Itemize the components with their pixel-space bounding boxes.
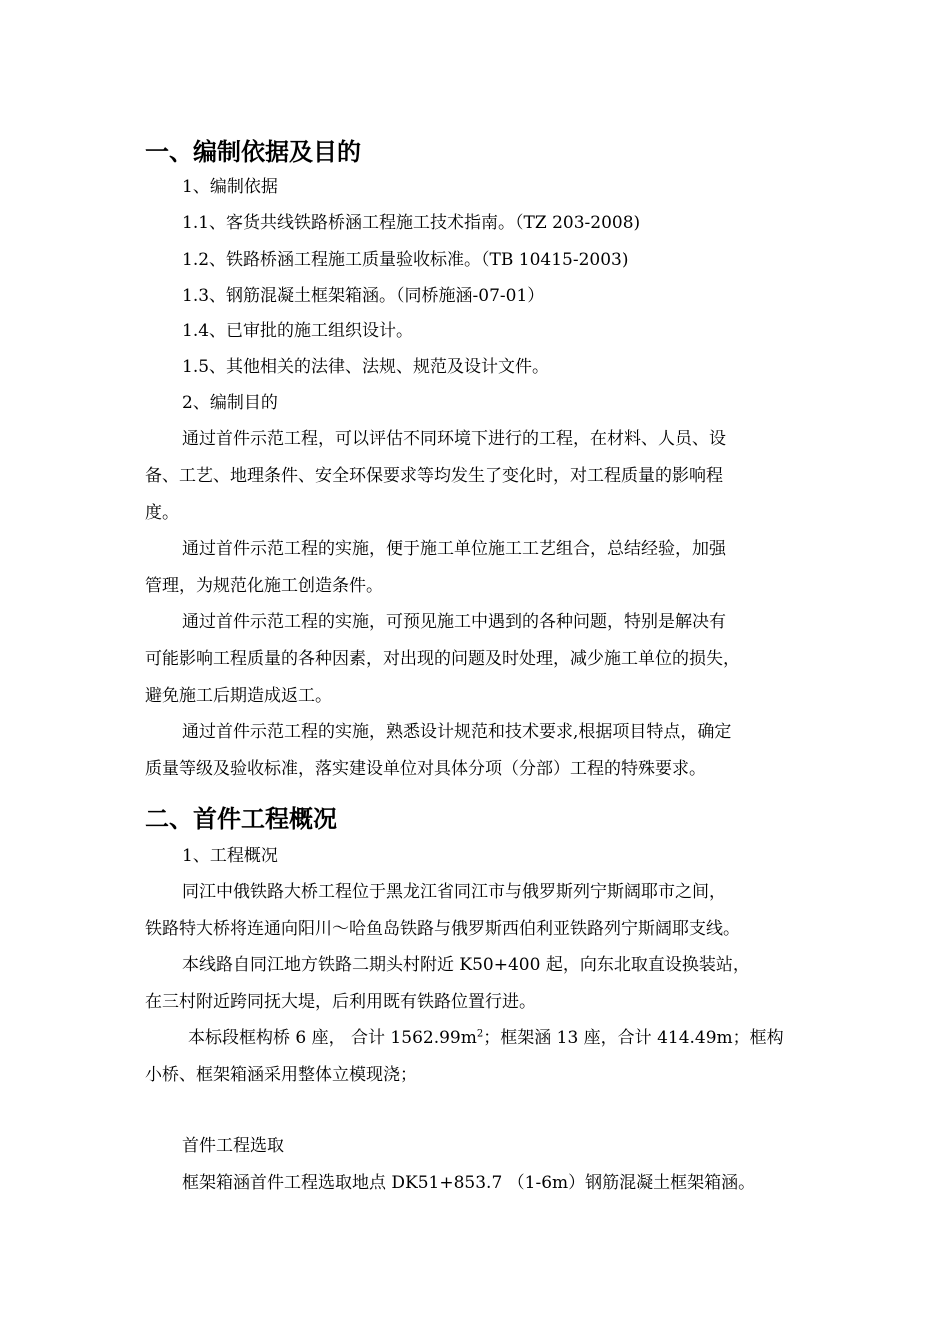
purpose-para-3-line-3: 避免施工后期造成返工。 — [145, 686, 332, 706]
overview-para-2-line-2: 在三村附近跨同抚大堤，后利用既有铁路位置行进。 — [145, 992, 536, 1012]
overview-para-3-part-b: ；框架涵 13 座，合计 414.49m；框构 — [483, 1028, 784, 1048]
overview-para-3-part-a: 本标段框构桥 6 座， 合计 1562.99m — [188, 1028, 477, 1048]
purpose-para-4-line-2: 质量等级及验收标准，落实建设单位对具体分项（分部）工程的特殊要求。 — [145, 759, 706, 779]
basis-item-1: 1.1、客货共线铁路桥涵工程施工技术指南。（TZ 203-2008) — [182, 213, 641, 233]
area-unit-superscript: 2 — [476, 1028, 484, 1040]
section-2-sub-selection: 首件工程选取 — [182, 1136, 284, 1156]
purpose-para-1-line-1: 通过首件示范工程，可以评估不同环境下进行的工程，在材料、人员、设 — [182, 429, 726, 449]
purpose-para-2-line-2: 管理，为规范化施工创造条件。 — [145, 576, 383, 596]
purpose-para-4-line-1: 通过首件示范工程的实施，熟悉设计规范和技术要求,根据项目特点，确定 — [182, 722, 732, 742]
purpose-para-1-line-3: 度。 — [145, 503, 179, 523]
purpose-para-2-line-1: 通过首件示范工程的实施，便于施工单位施工工艺组合，总结经验，加强 — [182, 539, 726, 559]
overview-para-1-line-1: 同江中俄铁路大桥工程位于黑龙江省同江市与俄罗斯列宁斯阔耶市之间， — [182, 882, 726, 902]
basis-item-4: 1.4、已审批的施工组织设计。 — [182, 321, 414, 341]
purpose-para-3-line-1: 通过首件示范工程的实施，可预见施工中遇到的各种问题，特别是解决有 — [182, 612, 726, 632]
overview-para-3-line-1 — [188, 1027, 784, 1049]
overview-para-1-line-2: 铁路特大桥将连通向阳川～哈鱼岛铁路与俄罗斯西伯利亚铁路列宁斯阔耶支线。 — [145, 919, 740, 939]
section-2-heading: 二、首件工程概况 — [145, 805, 337, 833]
overview-para-2-line-1: 本线路自同江地方铁路二期头村附近 K50+400 起，向东北取直设换装站， — [182, 955, 750, 975]
purpose-para-3-line-2: 可能影响工程质量的各种因素，对出现的问题及时处理，减少施工单位的损失， — [145, 649, 740, 669]
section-1-sub-purpose: 2、编制目的 — [182, 393, 278, 413]
section-1-heading: 一、编制依据及目的 — [145, 138, 361, 166]
basis-item-5: 1.5、其他相关的法律、法规、规范及设计文件。 — [182, 357, 550, 377]
selection-para: 框架箱涵首件工程选取地点 DK51+853.7 （1-6m）钢筋混凝土框架箱涵。 — [182, 1173, 756, 1193]
section-1-sub-basis: 1、编制依据 — [182, 177, 278, 197]
overview-para-3-line-2: 小桥、框架箱涵采用整体立模现浇； — [145, 1065, 417, 1085]
purpose-para-1-line-2: 备、工艺、地理条件、安全环保要求等均发生了变化时，对工程质量的影响程 — [145, 466, 723, 486]
section-2-sub-overview: 1、工程概况 — [182, 846, 278, 866]
basis-item-3: 1.3、钢筋混凝土框架箱涵。（同桥施涵-07-01） — [182, 286, 545, 306]
basis-item-2: 1.2、铁路桥涵工程施工质量验收标准。（TB 10415-2003) — [182, 250, 629, 270]
